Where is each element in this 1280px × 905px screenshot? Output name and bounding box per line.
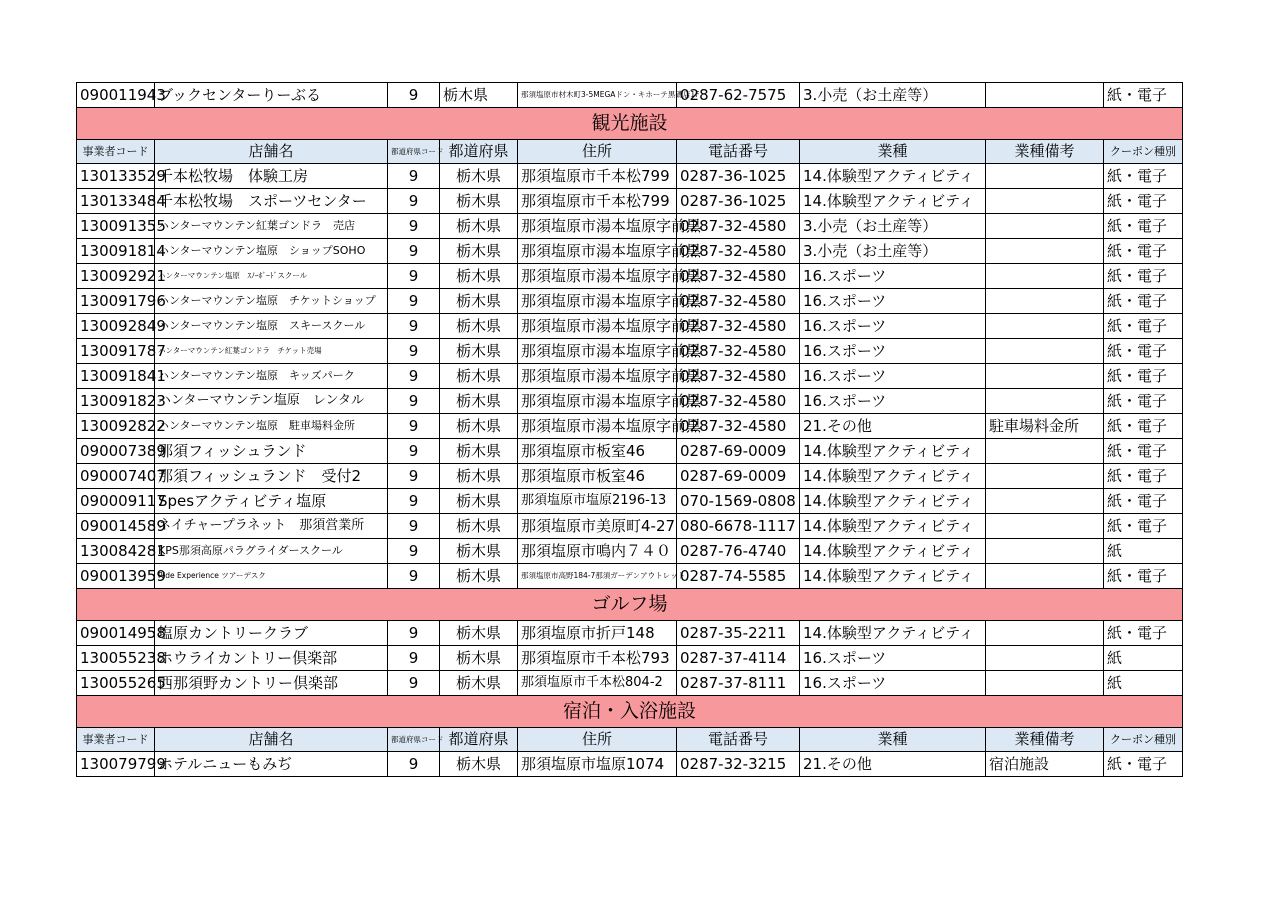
code-cell: 130092849 <box>77 314 155 339</box>
pref-code-cell: 9 <box>388 214 440 239</box>
coupon-cell: 紙・電子 <box>1104 214 1183 239</box>
pref-code-cell: 9 <box>388 389 440 414</box>
name-cell: ブックセンターりーぶる <box>155 83 388 108</box>
category-cell: 14.体験型アクティビティ <box>800 621 986 646</box>
pref-code-cell: 9 <box>388 464 440 489</box>
code-cell: 130084281 <box>77 539 155 564</box>
pref-cell: 栃木県 <box>440 364 518 389</box>
name-cell: 那須フィッシュランド 受付2 <box>155 464 388 489</box>
coupon-cell: 紙・電子 <box>1104 564 1183 589</box>
code-cell: 130092921 <box>77 264 155 289</box>
section-title-row <box>77 696 1183 728</box>
header-coupon: クーポン種別 <box>1104 728 1183 752</box>
category-cell: 14.体験型アクティビティ <box>800 464 986 489</box>
phone-cell: 0287-32-4580 <box>677 214 800 239</box>
table-row <box>77 314 1183 339</box>
category-cell: 14.体験型アクティビティ <box>800 164 986 189</box>
table-row <box>77 239 1183 264</box>
header-pref: 都道府県 <box>440 728 518 752</box>
note-cell: 駐車場料金所 <box>986 414 1104 439</box>
table-row <box>77 671 1183 696</box>
pref-code-cell: 9 <box>388 489 440 514</box>
category-cell: 14.体験型アクティビティ <box>800 514 986 539</box>
pref-cell: 栃木県 <box>440 164 518 189</box>
pref-cell: 栃木県 <box>440 314 518 339</box>
pref-code-cell: 9 <box>388 621 440 646</box>
phone-cell: 0287-37-8111 <box>677 671 800 696</box>
address-cell: 那須塩原市湯本塩原字前黒 <box>518 364 677 389</box>
note-cell <box>986 621 1104 646</box>
address-cell: 那須塩原市板室46 <box>518 439 677 464</box>
coupon-cell: 紙・電子 <box>1104 314 1183 339</box>
pref-cell: 栃木県 <box>440 621 518 646</box>
category-cell: 14.体験型アクティビティ <box>800 489 986 514</box>
section-title: 宿泊・入浴施設 <box>77 696 1183 728</box>
category-cell: 14.体験型アクティビティ <box>800 189 986 214</box>
coupon-cell: 紙・電子 <box>1104 439 1183 464</box>
pref-code-cell: 9 <box>388 83 440 108</box>
address-cell: 那須塩原市千本松799 <box>518 189 677 214</box>
category-cell: 14.体験型アクティビティ <box>800 439 986 464</box>
table-row <box>77 214 1183 239</box>
category-cell: 16.スポーツ <box>800 364 986 389</box>
pref-cell: 栃木県 <box>440 464 518 489</box>
name-cell: KPS那須高原パラグライダースクール <box>155 539 388 564</box>
phone-cell: 0287-32-4580 <box>677 314 800 339</box>
code-cell: 130091355 <box>77 214 155 239</box>
category-cell: 16.スポーツ <box>800 671 986 696</box>
phone-cell: 0287-32-3215 <box>677 752 800 777</box>
table-row <box>77 389 1183 414</box>
pref-cell: 栃木県 <box>440 264 518 289</box>
section-title-row <box>77 589 1183 621</box>
note-cell <box>986 564 1104 589</box>
pref-cell: 栃木県 <box>440 514 518 539</box>
header-code: 事業者コード <box>77 728 155 752</box>
name-cell: 那須フィッシュランド <box>155 439 388 464</box>
table-row <box>77 514 1183 539</box>
phone-cell: 0287-69-0009 <box>677 464 800 489</box>
code-cell: 090013959 <box>77 564 155 589</box>
address-cell: 那須塩原市湯本塩原字前黒 <box>518 214 677 239</box>
code-cell: 090007389 <box>77 439 155 464</box>
header-name: 店舗名 <box>155 140 388 164</box>
code-cell: 130091787 <box>77 339 155 364</box>
pref-cell: 栃木県 <box>440 189 518 214</box>
phone-cell: 0287-62-7575 <box>677 83 800 108</box>
name-cell: ハンターマウンテン塩原 スキースクール <box>155 314 388 339</box>
address-cell: 那須塩原市千本松804-2 <box>518 671 677 696</box>
address-cell: 那須塩原市千本松793 <box>518 646 677 671</box>
pref-code-cell: 9 <box>388 264 440 289</box>
coupon-cell: 紙・電子 <box>1104 239 1183 264</box>
header-address: 住所 <box>518 140 677 164</box>
table-row <box>77 289 1183 314</box>
phone-cell: 0287-32-4580 <box>677 339 800 364</box>
code-cell: 130079799 <box>77 752 155 777</box>
header-phone: 電話番号 <box>677 140 800 164</box>
table-row <box>77 464 1183 489</box>
pref-code-cell: 9 <box>388 752 440 777</box>
category-cell: 16.スポーツ <box>800 314 986 339</box>
code-cell: 090007407 <box>77 464 155 489</box>
phone-cell: 0287-69-0009 <box>677 439 800 464</box>
table-row <box>77 364 1183 389</box>
coupon-cell: 紙・電子 <box>1104 489 1183 514</box>
note-cell: 宿泊施設 <box>986 752 1104 777</box>
pref-code-cell: 9 <box>388 339 440 364</box>
category-cell: 3.小売（お土産等） <box>800 239 986 264</box>
header-category: 業種 <box>800 728 986 752</box>
header-phone: 電話番号 <box>677 728 800 752</box>
phone-cell: 0287-74-5585 <box>677 564 800 589</box>
category-cell: 3.小売（お土産等） <box>800 83 986 108</box>
header-category: 業種 <box>800 140 986 164</box>
table-row <box>77 264 1183 289</box>
code-cell: 130091796 <box>77 289 155 314</box>
table-row <box>77 83 1183 108</box>
coupon-cell: 紙・電子 <box>1104 83 1183 108</box>
coupon-cell: 紙・電子 <box>1104 164 1183 189</box>
name-cell: ハンターマウンテン塩原 チケットショップ <box>155 289 388 314</box>
coupon-cell: 紙 <box>1104 646 1183 671</box>
coupon-cell: 紙・電子 <box>1104 621 1183 646</box>
phone-cell: 0287-32-4580 <box>677 264 800 289</box>
category-cell: 16.スポーツ <box>800 264 986 289</box>
address-cell: 那須塩原市塩原2196-13 <box>518 489 677 514</box>
name-cell: Spesアクティビティ塩原 <box>155 489 388 514</box>
pref-code-cell: 9 <box>388 189 440 214</box>
coupon-cell: 紙・電子 <box>1104 389 1183 414</box>
category-cell: 16.スポーツ <box>800 289 986 314</box>
name-cell: 西那須野カントリー倶楽部 <box>155 671 388 696</box>
coupon-cell: 紙・電子 <box>1104 364 1183 389</box>
name-cell: 千本松牧場 体験工房 <box>155 164 388 189</box>
name-cell: ハンターマウンテン塩原 レンタル <box>155 389 388 414</box>
code-cell: 130055238 <box>77 646 155 671</box>
note-cell <box>986 389 1104 414</box>
section-title-row <box>77 108 1183 140</box>
pref-code-cell: 9 <box>388 439 440 464</box>
note-cell <box>986 364 1104 389</box>
pref-code-cell: 9 <box>388 539 440 564</box>
pref-code-cell: 9 <box>388 164 440 189</box>
note-cell <box>986 214 1104 239</box>
note-cell <box>986 83 1104 108</box>
note-cell <box>986 164 1104 189</box>
header-address: 住所 <box>518 728 677 752</box>
pref-cell: 栃木県 <box>440 671 518 696</box>
code-cell: 130133529 <box>77 164 155 189</box>
address-cell: 那須塩原市美原町4-27 <box>518 514 677 539</box>
address-cell: 那須塩原市高野184-7那須ガーデンアウトレット <box>518 564 677 589</box>
column-header-row <box>77 140 1183 164</box>
note-cell <box>986 464 1104 489</box>
table-row <box>77 489 1183 514</box>
pref-code-cell: 9 <box>388 671 440 696</box>
name-cell: ハンターマウンテン紅葉ゴンドラ 売店 <box>155 214 388 239</box>
note-cell <box>986 646 1104 671</box>
table-row <box>77 164 1183 189</box>
phone-cell: 0287-32-4580 <box>677 289 800 314</box>
header-note: 業種備考 <box>986 140 1104 164</box>
phone-cell: 0287-36-1025 <box>677 189 800 214</box>
pref-cell: 栃木県 <box>440 414 518 439</box>
phone-cell: 0287-36-1025 <box>677 164 800 189</box>
header-name: 店舗名 <box>155 728 388 752</box>
phone-cell: 0287-37-4114 <box>677 646 800 671</box>
phone-cell: 0287-76-4740 <box>677 539 800 564</box>
pref-code-cell: 9 <box>388 646 440 671</box>
address-cell: 那須塩原市湯本塩原字前黒 <box>518 239 677 264</box>
header-code: 事業者コード <box>77 140 155 164</box>
pref-code-cell: 9 <box>388 514 440 539</box>
note-cell <box>986 264 1104 289</box>
phone-cell: 080-6678-1117 <box>677 514 800 539</box>
note-cell <box>986 489 1104 514</box>
address-cell: 那須塩原市千本松799 <box>518 164 677 189</box>
phone-cell: 0287-32-4580 <box>677 239 800 264</box>
category-cell: 3.小売（お土産等） <box>800 214 986 239</box>
category-cell: 21.その他 <box>800 752 986 777</box>
coupon-cell: 紙・電子 <box>1104 752 1183 777</box>
category-cell: 21.その他 <box>800 414 986 439</box>
code-cell: 130055265 <box>77 671 155 696</box>
note-cell <box>986 439 1104 464</box>
note-cell <box>986 189 1104 214</box>
address-cell: 那須塩原市材木町3-5MEGAドン・キホーテ黒磯店1F <box>518 83 677 108</box>
note-cell <box>986 239 1104 264</box>
coupon-cell: 紙・電子 <box>1104 414 1183 439</box>
name-cell: ハンターマウンテン塩原 駐車場料金所 <box>155 414 388 439</box>
pref-cell: 栃木県 <box>440 752 518 777</box>
pref-cell: 栃木県 <box>440 646 518 671</box>
code-cell: 130091841 <box>77 364 155 389</box>
name-cell: Ride Experience ツアーデスク <box>155 564 388 589</box>
name-cell: 千本松牧場 スポーツセンター <box>155 189 388 214</box>
pref-cell: 栃木県 <box>440 389 518 414</box>
pref-cell: 栃木県 <box>440 339 518 364</box>
coupon-cell: 紙 <box>1104 671 1183 696</box>
header-note: 業種備考 <box>986 728 1104 752</box>
name-cell: 塩原カントリークラブ <box>155 621 388 646</box>
note-cell <box>986 314 1104 339</box>
pref-code-cell: 9 <box>388 289 440 314</box>
header-coupon: クーポン種別 <box>1104 140 1183 164</box>
name-cell: ハンターマウンテン塩原 ｽﾉｰﾎﾞｰﾄﾞスクール <box>155 264 388 289</box>
section-title: ゴルフ場 <box>77 589 1183 621</box>
address-cell: 那須塩原市湯本塩原字前黒 <box>518 314 677 339</box>
code-cell: 130092822 <box>77 414 155 439</box>
table-row <box>77 189 1183 214</box>
coupon-cell: 紙・電子 <box>1104 289 1183 314</box>
address-cell: 那須塩原市湯本塩原字前黒 <box>518 264 677 289</box>
table-row <box>77 752 1183 777</box>
name-cell: ネイチャープラネット 那須営業所 <box>155 514 388 539</box>
name-cell: ハンターマウンテン塩原 ショップSOHO <box>155 239 388 264</box>
pref-code-cell: 9 <box>388 414 440 439</box>
header-pref-code: 都道府県コード <box>388 140 440 164</box>
table-body <box>77 83 1183 777</box>
code-cell: 130133484 <box>77 189 155 214</box>
coupon-cell: 紙 <box>1104 539 1183 564</box>
category-cell: 16.スポーツ <box>800 339 986 364</box>
address-cell: 那須塩原市板室46 <box>518 464 677 489</box>
pref-code-cell: 9 <box>388 364 440 389</box>
pref-code-cell: 9 <box>388 239 440 264</box>
note-cell <box>986 539 1104 564</box>
category-cell: 14.体験型アクティビティ <box>800 539 986 564</box>
coupon-cell: 紙・電子 <box>1104 464 1183 489</box>
table-row <box>77 414 1183 439</box>
name-cell: ホテルニューもみぢ <box>155 752 388 777</box>
coupon-cell: 紙・電子 <box>1104 189 1183 214</box>
coupon-cell: 紙・電子 <box>1104 264 1183 289</box>
column-header-row <box>77 728 1183 752</box>
address-cell: 那須塩原市塩原1074 <box>518 752 677 777</box>
category-cell: 14.体験型アクティビティ <box>800 564 986 589</box>
pref-cell: 栃木県 <box>440 489 518 514</box>
address-cell: 那須塩原市鳴内７４０ <box>518 539 677 564</box>
address-cell: 那須塩原市湯本塩原字前黒 <box>518 389 677 414</box>
facility-table <box>76 82 1183 777</box>
pref-cell: 栃木県 <box>440 539 518 564</box>
coupon-cell: 紙・電子 <box>1104 339 1183 364</box>
code-cell: 130091823 <box>77 389 155 414</box>
name-cell: ホウライカントリー倶楽部 <box>155 646 388 671</box>
address-cell: 那須塩原市湯本塩原字前黒 <box>518 289 677 314</box>
phone-cell: 070-1569-0808 <box>677 489 800 514</box>
pref-cell: 栃木県 <box>440 289 518 314</box>
header-pref-code: 都道府県コード <box>388 728 440 752</box>
note-cell <box>986 671 1104 696</box>
pref-code-cell: 9 <box>388 314 440 339</box>
phone-cell: 0287-32-4580 <box>677 389 800 414</box>
code-cell: 090014958 <box>77 621 155 646</box>
address-cell: 那須塩原市湯本塩原字前黒 <box>518 339 677 364</box>
note-cell <box>986 289 1104 314</box>
code-cell: 090011943 <box>77 83 155 108</box>
address-cell: 那須塩原市折戸148 <box>518 621 677 646</box>
section-title: 観光施設 <box>77 108 1183 140</box>
name-cell: ハンターマウンテン塩原 キッズパーク <box>155 364 388 389</box>
phone-cell: 0287-32-4580 <box>677 364 800 389</box>
address-cell: 那須塩原市湯本塩原字前黒 <box>518 414 677 439</box>
table-row <box>77 621 1183 646</box>
name-cell: ハンターマウンテン紅葉ゴンドラ チケット売場 <box>155 339 388 364</box>
category-cell: 16.スポーツ <box>800 389 986 414</box>
pref-cell: 栃木県 <box>440 214 518 239</box>
pref-code-cell: 9 <box>388 564 440 589</box>
code-cell: 130091814 <box>77 239 155 264</box>
table-row <box>77 564 1183 589</box>
pref-cell: 栃木県 <box>440 439 518 464</box>
pref-cell: 栃木県 <box>440 564 518 589</box>
phone-cell: 0287-35-2211 <box>677 621 800 646</box>
category-cell: 16.スポーツ <box>800 646 986 671</box>
note-cell <box>986 514 1104 539</box>
table-row <box>77 539 1183 564</box>
table-row <box>77 339 1183 364</box>
pref-cell: 栃木県 <box>440 83 518 108</box>
pref-cell: 栃木県 <box>440 239 518 264</box>
code-cell: 090014589 <box>77 514 155 539</box>
code-cell: 090009117 <box>77 489 155 514</box>
table-row <box>77 439 1183 464</box>
note-cell <box>986 339 1104 364</box>
phone-cell: 0287-32-4580 <box>677 414 800 439</box>
header-pref: 都道府県 <box>440 140 518 164</box>
table-row <box>77 646 1183 671</box>
coupon-cell: 紙・電子 <box>1104 514 1183 539</box>
